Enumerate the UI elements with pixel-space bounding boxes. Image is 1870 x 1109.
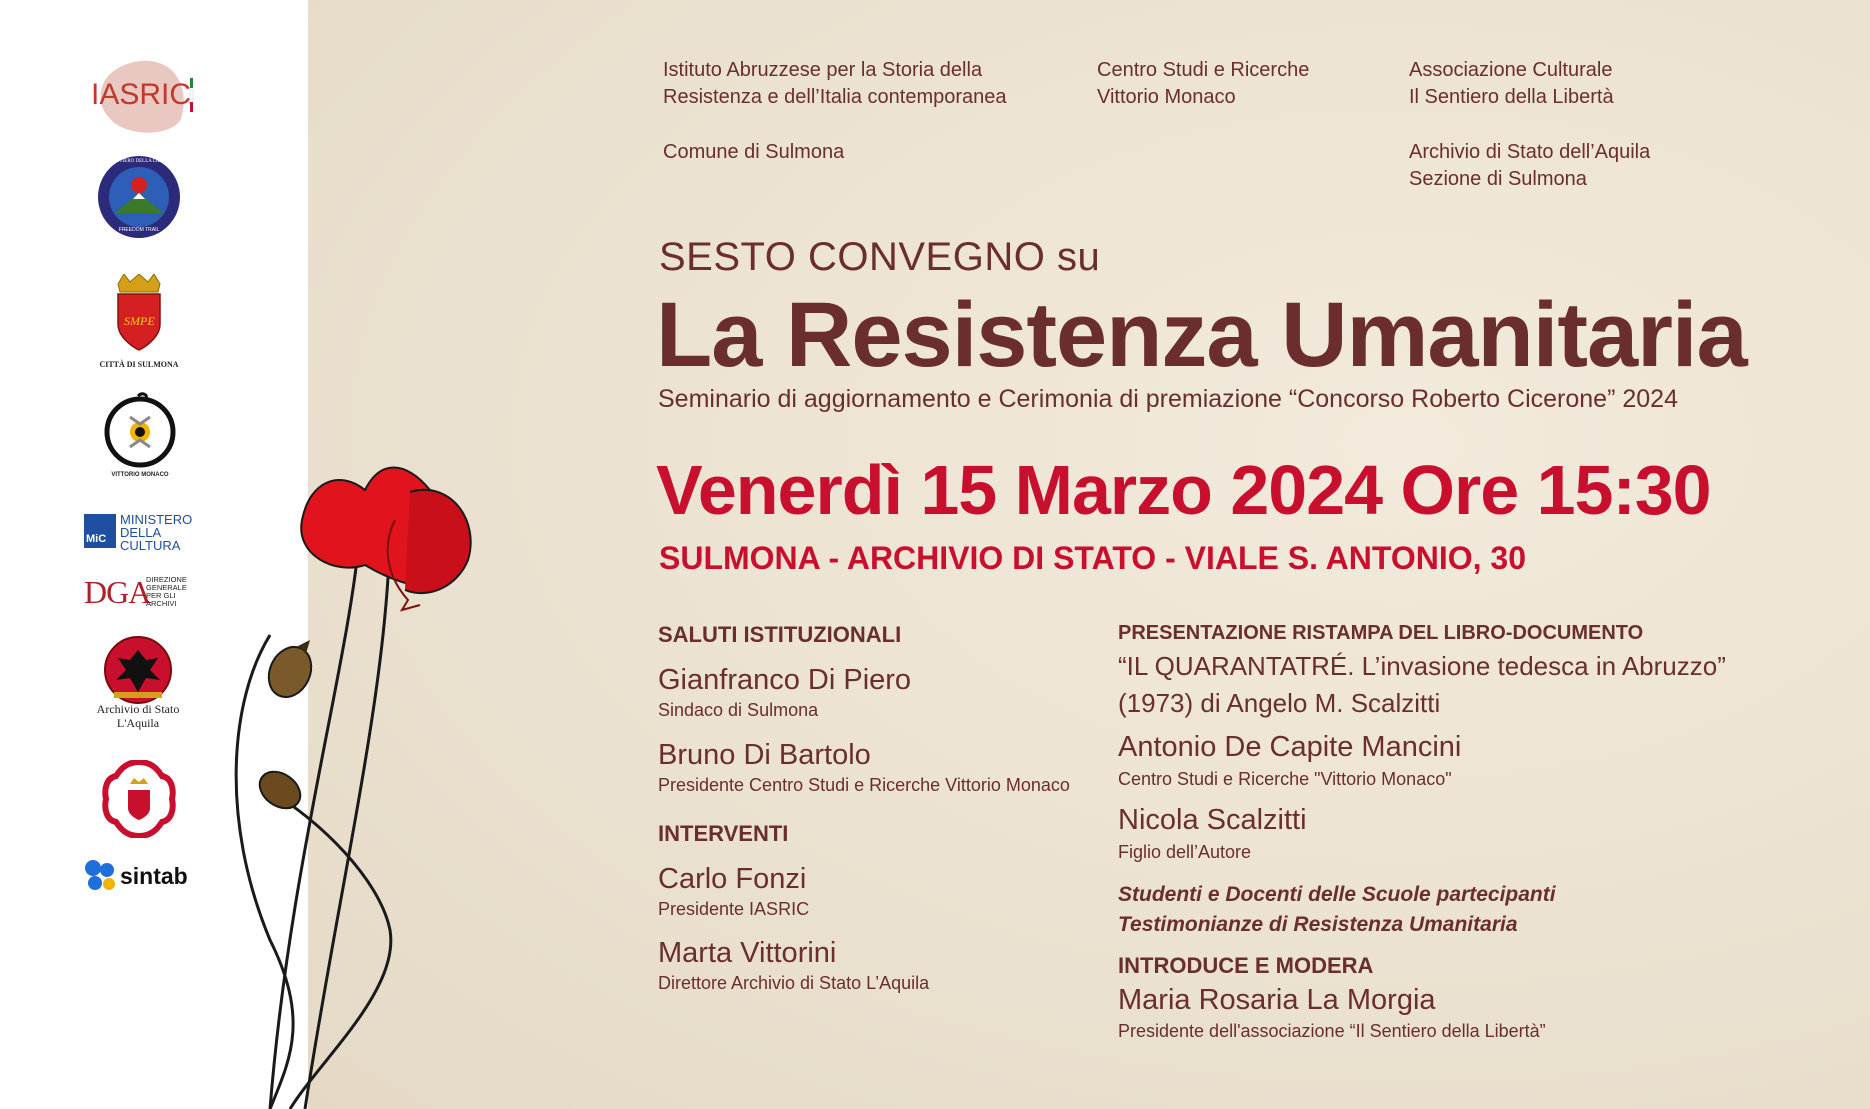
organizer-iasric-line-2: Resistenza e dell’Italia contemporanea (663, 86, 1007, 108)
book-title-line-2: (1973) di Angelo M. Scalzitti (1118, 688, 1441, 718)
section-interventi: INTERVENTI (658, 821, 789, 846)
organizer-assoc-line-1: Associazione Culturale (1409, 59, 1613, 81)
monaco-caption: VITTORIO MONACO (111, 472, 169, 478)
speaker-role-4: Direttore Archivio di Stato L’Aquila (658, 973, 930, 993)
speaker-role-3: Presidente IASRIC (658, 899, 810, 919)
event-kicker: SESTO CONVEGNO su (659, 235, 1101, 279)
organizer-archivio-line-2: Sezione di Sulmona (1409, 168, 1587, 190)
ministero-line-1: MINISTERO (120, 512, 193, 527)
sulmona-caption: CITTÀ DI SULMONA (99, 360, 179, 369)
sentiero-ring-text: IL SENTIERO DELLA LIBERTÀ (104, 159, 174, 164)
speaker-role-7: Presidente dell'associazione “Il Sentiero della Libertà” (1118, 1021, 1546, 1041)
sentiero-bottom-text: FREEDOM TRAIL (118, 227, 160, 233)
speaker-role-5: Centro Studi e Ricerche "Vittorio Monaco" (1118, 769, 1452, 789)
section-introduce: INTRODUCE E MODERA (1118, 953, 1374, 978)
section-saluti: SALUTI ISTITUZIONALI (658, 622, 902, 647)
event-title: La Resistenza Umanitaria (656, 284, 1747, 386)
archivio-aquila-logo (86, 636, 190, 732)
speaker-role-2: Presidente Centro Studi e Ricerche Vittorio Monaco (658, 775, 1070, 795)
dga-letters: DGA (84, 574, 151, 610)
organizer-associazione (1409, 57, 1614, 111)
dga-text: DIREZIONE GENERALE PER GLI ARCHIVI (146, 575, 187, 608)
ministero-line-3: CULTURA (120, 538, 181, 553)
section-presentazione: PRESENTAZIONE RISTAMPA DEL LIBRO-DOCUMENTO (1118, 622, 1644, 644)
organizer-centro-studi (1097, 57, 1309, 111)
event-subtitle: Seminario di aggiornamento e Cerimonia di premiazione “Concorso Roberto Cicerone” 2024 (658, 385, 1678, 413)
iasric-logo (88, 56, 198, 136)
poppy-illustration (230, 460, 590, 1109)
archivio-caption-1: Archivio di Stato (96, 702, 180, 716)
book-title-line-1: “IL QUARANTATRÉ. L’invasione tedesca in Abruzzo” (1118, 651, 1726, 681)
sulmona-shield-text: SMPE (124, 314, 155, 328)
sintab-label: sintab (120, 863, 188, 889)
students-line-1: Studenti e Docenti delle Scuole partecipanti (1118, 883, 1556, 906)
mic-label: MiC (86, 533, 107, 545)
event-venue: SULMONA - ARCHIVIO DI STATO - VIALE S. ANTONIO, 30 (659, 540, 1527, 576)
speaker-role-6: Figlio dell’Autore (1118, 842, 1252, 862)
dga-logo (84, 574, 196, 610)
organizer-comune: Comune di Sulmona (663, 141, 845, 163)
organizer-centro-line-2: Vittorio Monaco (1097, 86, 1236, 108)
iasric-label: IASRIC (91, 78, 192, 111)
ministero-cultura-logo (84, 512, 196, 552)
speaker-name-2: Bruno Di Bartolo (658, 739, 871, 771)
organizer-iasric-line-1: Istituto Abruzzese per la Storia della (663, 59, 983, 81)
organizer-archivio (1409, 139, 1650, 193)
organizer-archivio-line-1: Archivio di Stato dell’Aquila (1409, 141, 1651, 163)
speaker-name-1: Gianfranco Di Piero (658, 664, 912, 696)
municipal-emblem-logo (102, 760, 176, 838)
speaker-role-1: Sindaco di Sulmona (658, 700, 819, 720)
organizer-iasric (663, 57, 1007, 111)
speaker-name-3: Carlo Fonzi (658, 863, 807, 895)
organizer-assoc-line-2: Il Sentiero della Libertà (1409, 86, 1614, 108)
speaker-name-4: Marta Vittorini (658, 937, 837, 969)
ministero-line-2: DELLA (120, 525, 162, 540)
sulmona-logo (90, 274, 188, 374)
speaker-name-7: Maria Rosaria La Morgia (1118, 984, 1436, 1016)
students-line-2: Testimonianze di Resistenza Umanitaria (1118, 913, 1518, 936)
speaker-name-5: Antonio De Capite Mancini (1118, 731, 1462, 763)
sintab-logo (83, 858, 199, 894)
archivio-caption-2: L'Aquila (116, 716, 160, 730)
speaker-name-6: Nicola Scalzitti (1118, 804, 1307, 836)
sintab-icon (83, 858, 119, 894)
sentiero-logo (97, 155, 181, 239)
vittorio-monaco-logo (100, 392, 180, 484)
organizer-centro-line-1: Centro Studi e Ricerche (1097, 59, 1310, 81)
event-date: Venerdì 15 Marzo 2024 Ore 15:30 (656, 451, 1711, 529)
